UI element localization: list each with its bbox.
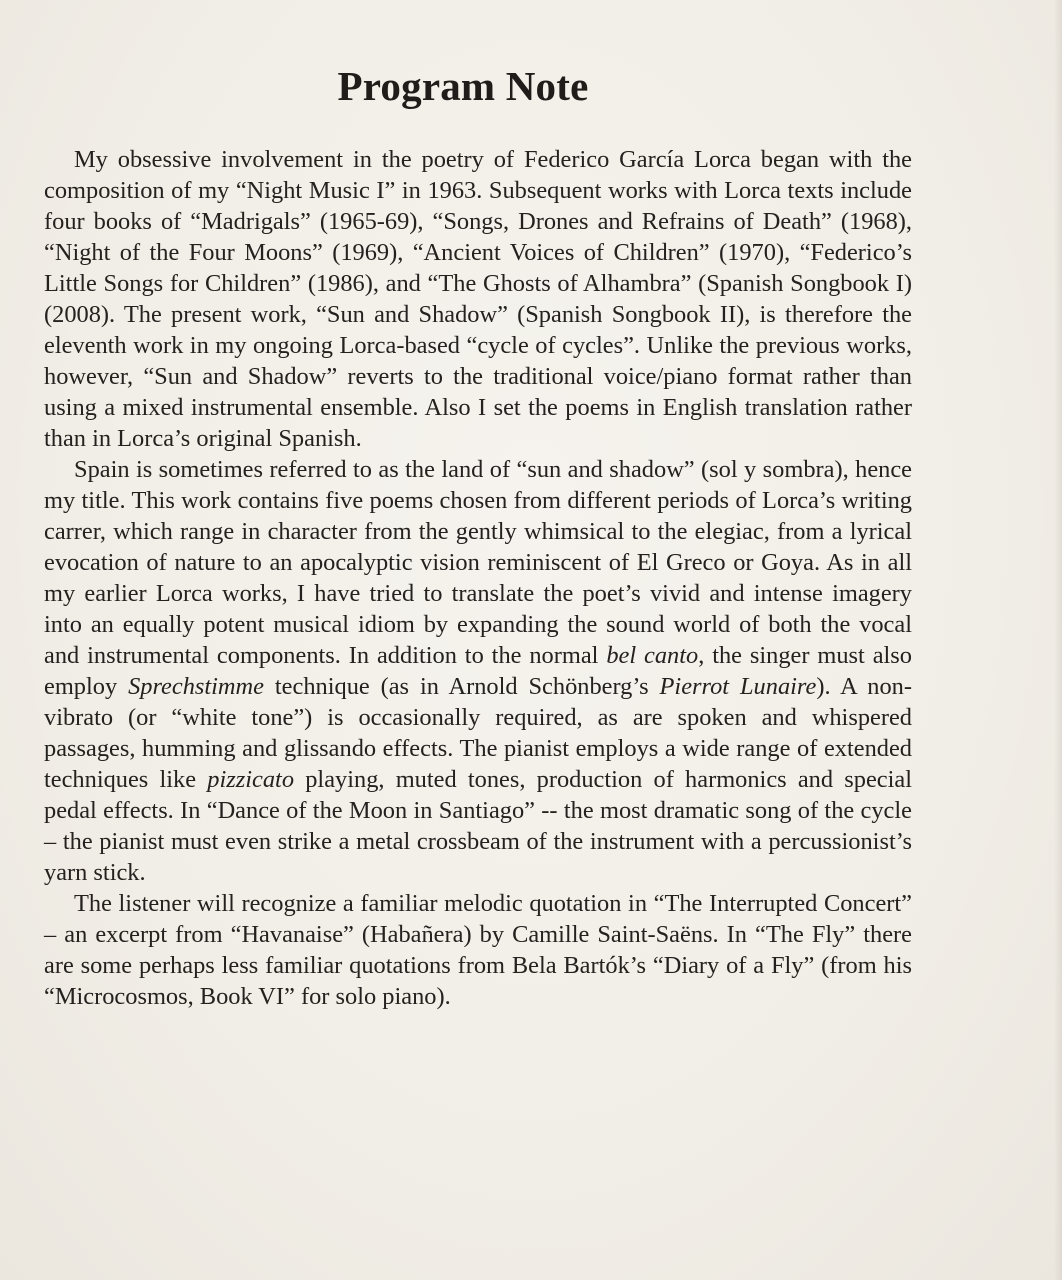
paragraph-2-text: playing, muted tones, production of harmonics and special pedal effects. In “Dance of the Moon in Santiago” -- the most dramatic song of the cycle – the pianist must even strike a metal crossbeam of the instrument with a percussionist’s yarn stick.	[44, 766, 912, 886]
paragraph-1	[44, 144, 912, 454]
paragraph-2-text: ). A non-vibrato (or “white tone”) is occasionally required, as are spoken and whispered passages, humming and glissando effects. The pianist employs a wide range of extended techniques like	[44, 673, 912, 793]
paragraph-2	[44, 454, 912, 888]
italic-title-pierrot-lunaire: Pierrot Lunaire	[659, 673, 817, 700]
page-title: Program Note	[337, 63, 589, 109]
italic-term-pizzicato: pizzicato	[207, 766, 295, 793]
paragraph-3-text: The listener will recognize a familiar melodic quotation in “The Interrupted Concert” – an excerpt from “Havanaise” (Habañera) by Camille Saint-Saëns. In “The Fly” there are some perhaps less familiar quotations from Bela Bartók’s “Diary of a Fly” (from his “Microcosmos, Book VI” for solo piano).	[44, 890, 912, 1010]
page-edge-shadow	[1054, 0, 1062, 1280]
paragraph-3	[44, 888, 912, 1012]
program-note-body	[44, 144, 912, 1012]
paragraph-1-text: My obsessive involvement in the poetry of Federico García Lorca began with the composition of my “Night Music I” in 1963. Subsequent works with Lorca texts include four books of “Madrigals” (1965-69), “Songs, Drones and Refrains of Death” (1968), “Night of the Four Moons” (1969), “Ancient Voices of Children” (1970), “Federico’s Little Songs for Children” (1986), and “The Ghosts of Alhambra” (Spanish Songbook I) (2008). The present work, “Sun and Shadow” (Spanish Songbook II), is therefore the eleventh work in my ongoing Lorca-based “cycle of cycles”. Unlike the previous works, however, “Sun and Shadow” reverts to the traditional voice/piano format rather than using a mixed instrumental ensemble. Also I set the poems in English translation rather than in Lorca’s original Spanish.	[44, 146, 912, 452]
paragraph-2-text: technique (as in Arnold Schönberg’s	[264, 673, 660, 700]
italic-term-bel-canto: bel canto	[606, 642, 699, 669]
paragraph-2-text: Spain is sometimes referred to as the land of “sun and shadow” (sol y sombra), hence my title. This work contains five poems chosen from different periods of Lorca’s writing carrer, which range in character from the gently whimsical to the elegiac, from a lyrical evocation of nature to an apocalyptic vision reminiscent of El Greco or Goya. As in all my earlier Lorca works, I have tried to translate the poet’s vivid and intense imagery into an equally potent musical idiom by expanding the sound world of both the vocal and instrumental components. In addition to the normal	[44, 456, 912, 669]
italic-term-sprechstimme: Sprechstimme	[128, 673, 264, 700]
paragraph-2-text: , the singer must also employ	[44, 642, 912, 700]
